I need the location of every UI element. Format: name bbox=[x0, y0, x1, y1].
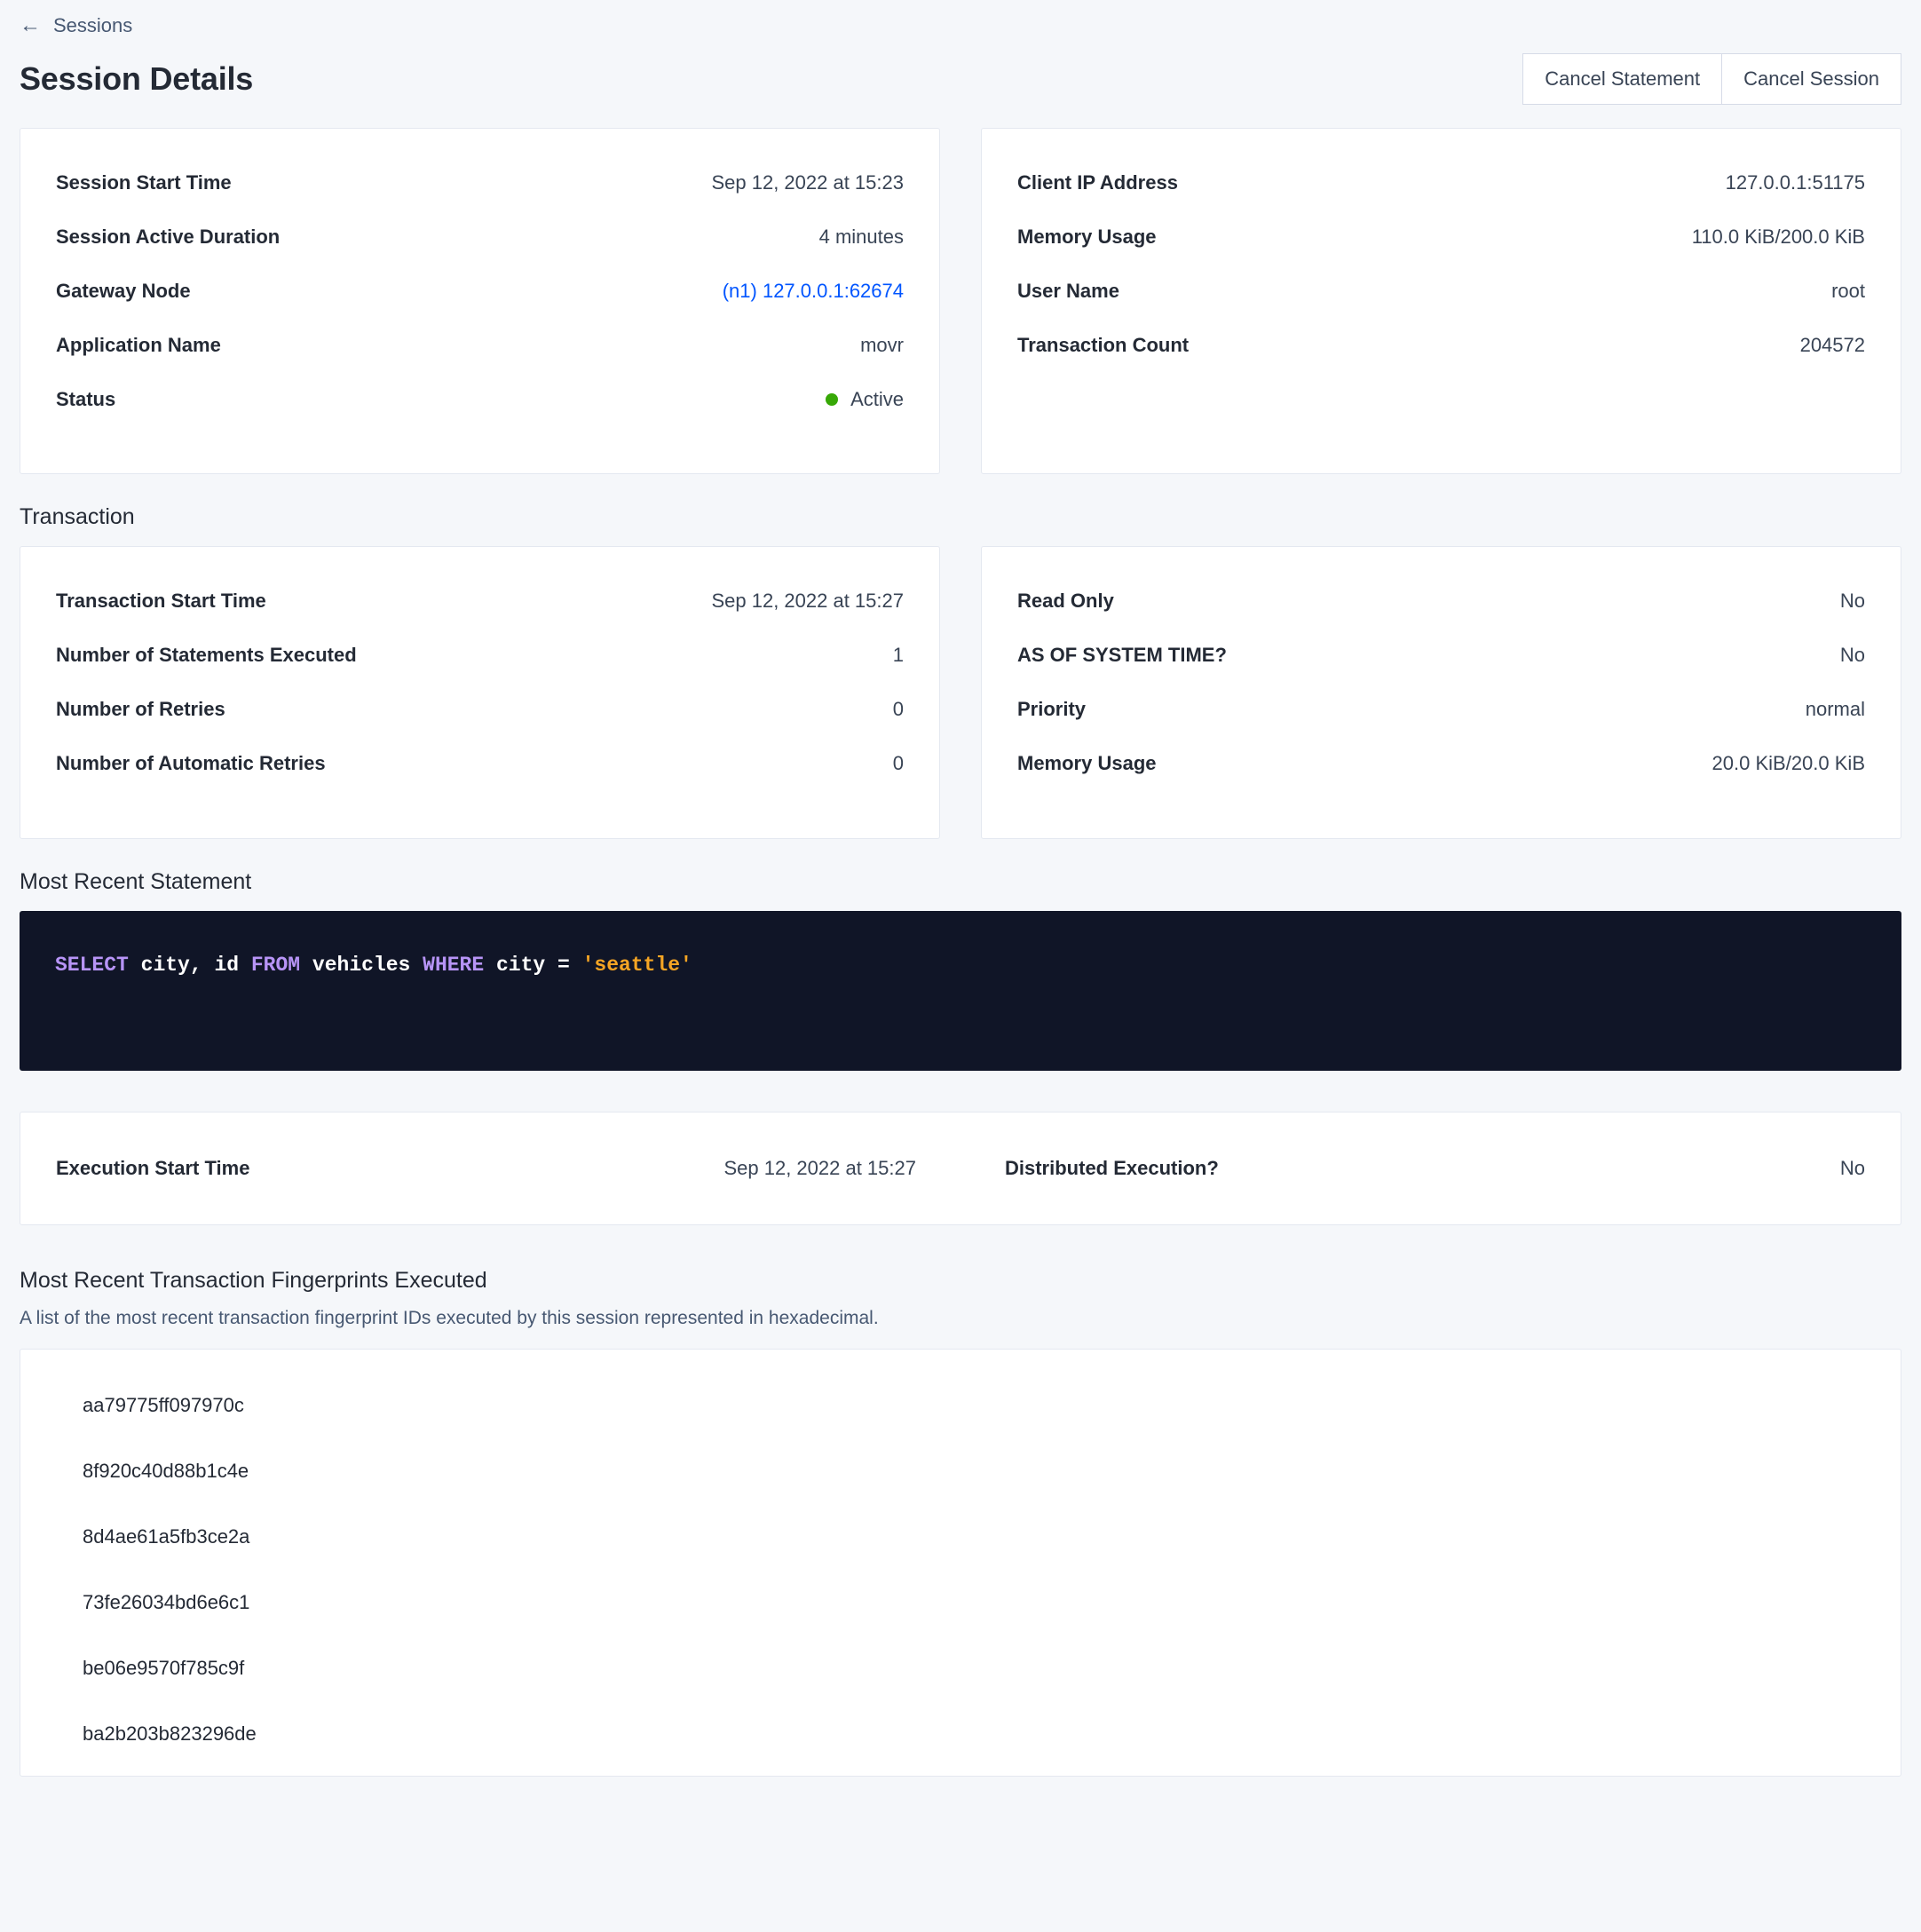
label: User Name bbox=[1017, 279, 1119, 302]
value: Sep 12, 2022 at 15:27 bbox=[711, 589, 904, 612]
row-memory-usage bbox=[1017, 210, 1865, 264]
sql-table: vehicles bbox=[312, 954, 411, 977]
row-transaction-memory-usage bbox=[1017, 736, 1865, 790]
transaction-section-heading: Transaction bbox=[20, 504, 135, 529]
value: normal bbox=[1805, 697, 1865, 720]
list-item[interactable]: be06e9570f785c9f bbox=[83, 1657, 245, 1679]
label: Number of Retries bbox=[56, 697, 225, 720]
label: Number of Automatic Retries bbox=[56, 751, 326, 774]
list-item[interactable]: 73fe26034bd6e6c1 bbox=[83, 1591, 250, 1613]
value: 0 bbox=[892, 751, 904, 774]
value: No bbox=[1839, 643, 1865, 666]
value: No bbox=[1839, 1157, 1865, 1179]
header-actions bbox=[1522, 53, 1901, 105]
row-number-of-retries bbox=[56, 682, 904, 736]
row-gateway-node bbox=[56, 264, 904, 318]
label: Status bbox=[56, 387, 116, 410]
sql-statement-block bbox=[20, 911, 1901, 1071]
transaction-overview bbox=[20, 546, 1901, 839]
value: 127.0.0.1:51175 bbox=[1725, 170, 1865, 194]
label: Distributed Execution? bbox=[1005, 1157, 1219, 1179]
status-dot-icon bbox=[826, 393, 838, 406]
label: Transaction Start Time bbox=[56, 589, 266, 612]
breadcrumb-label[interactable]: Sessions bbox=[53, 14, 133, 36]
label: AS OF SYSTEM TIME? bbox=[1017, 643, 1227, 666]
fingerprints-description: A list of the most recent transaction fingerprint IDs executed by this session represented in hexadecimal. bbox=[20, 1308, 879, 1328]
row-distributed-execution bbox=[952, 1157, 1865, 1180]
label: Read Only bbox=[1017, 589, 1114, 612]
execution-card bbox=[20, 1112, 1901, 1225]
value: movr bbox=[860, 333, 904, 356]
label: Execution Start Time bbox=[56, 1157, 250, 1179]
label: Transaction Count bbox=[1017, 333, 1190, 356]
page-title: Session Details bbox=[20, 60, 254, 97]
session-details-card-right bbox=[981, 128, 1901, 474]
transaction-card-left bbox=[20, 546, 940, 839]
sql-keyword-from: FROM bbox=[250, 954, 301, 977]
label: Application Name bbox=[56, 333, 221, 356]
cancel-session-button[interactable]: Cancel Session bbox=[1722, 53, 1901, 105]
list-item[interactable]: ba2b203b823296de bbox=[83, 1722, 257, 1745]
row-transaction-count bbox=[1017, 318, 1865, 372]
label: Number of Statements Executed bbox=[56, 643, 357, 666]
value: root bbox=[1831, 279, 1865, 302]
row-priority bbox=[1017, 682, 1865, 736]
row-status bbox=[56, 372, 904, 426]
gateway-node-link[interactable]: (n1) 127.0.0.1:62674 bbox=[722, 279, 904, 302]
transaction-card-right bbox=[981, 546, 1901, 839]
cancel-statement-button[interactable]: Cancel Statement bbox=[1522, 53, 1722, 105]
sql-keyword-select: SELECT bbox=[55, 954, 129, 977]
row-application-name bbox=[56, 318, 904, 372]
list-item[interactable]: aa79775ff097970c bbox=[83, 1394, 244, 1416]
status-badge bbox=[826, 388, 904, 411]
label: Session Active Duration bbox=[56, 225, 281, 248]
row-statements-executed bbox=[56, 628, 904, 682]
statement-section-heading: Most Recent Statement bbox=[20, 869, 252, 894]
status-label: Active bbox=[850, 387, 904, 410]
arrow-left-icon: ← bbox=[20, 13, 41, 37]
label: Priority bbox=[1017, 697, 1087, 720]
row-session-active-duration bbox=[56, 210, 904, 264]
row-session-start-time bbox=[56, 155, 904, 210]
sql-predicate-column: city bbox=[495, 954, 546, 977]
value: Sep 12, 2022 at 15:27 bbox=[723, 1157, 916, 1179]
session-overview bbox=[20, 128, 1901, 474]
sql-operator: = bbox=[557, 954, 570, 977]
fingerprints-title: Most Recent Transaction Fingerprints Executed bbox=[20, 1268, 487, 1293]
row-execution-start-time bbox=[56, 1157, 952, 1180]
value: No bbox=[1839, 589, 1865, 612]
label: Memory Usage bbox=[1017, 225, 1157, 248]
label: Client IP Address bbox=[1017, 170, 1178, 194]
sql-keyword-where: WHERE bbox=[423, 954, 485, 977]
list-item[interactable]: 8f920c40d88b1c4e bbox=[83, 1460, 249, 1482]
row-as-of-system-time bbox=[1017, 628, 1865, 682]
value: 20.0 KiB/20.0 KiB bbox=[1712, 751, 1865, 774]
value: 1 bbox=[892, 643, 904, 666]
sql-columns: city, id bbox=[140, 954, 240, 977]
row-transaction-start-time bbox=[56, 574, 904, 628]
session-details-card-left bbox=[20, 128, 940, 474]
label: Session Start Time bbox=[56, 170, 232, 194]
row-user-name bbox=[1017, 264, 1865, 318]
label: Gateway Node bbox=[56, 279, 191, 302]
row-automatic-retries bbox=[56, 736, 904, 790]
label: Memory Usage bbox=[1017, 751, 1157, 774]
row-read-only bbox=[1017, 574, 1865, 628]
breadcrumb[interactable] bbox=[20, 0, 1901, 39]
fingerprints-list bbox=[20, 1349, 1901, 1777]
sql-literal: 'seattle' bbox=[581, 954, 692, 977]
value: 204572 bbox=[1799, 333, 1865, 356]
page-header bbox=[20, 53, 1901, 105]
value: Sep 12, 2022 at 15:23 bbox=[711, 170, 904, 194]
value: 110.0 KiB/200.0 KiB bbox=[1691, 225, 1865, 248]
list-item[interactable]: 8d4ae61a5fb3ce2a bbox=[83, 1525, 250, 1548]
value: 4 minutes bbox=[818, 225, 904, 248]
row-client-ip-address bbox=[1017, 155, 1865, 210]
value: 0 bbox=[892, 697, 904, 720]
